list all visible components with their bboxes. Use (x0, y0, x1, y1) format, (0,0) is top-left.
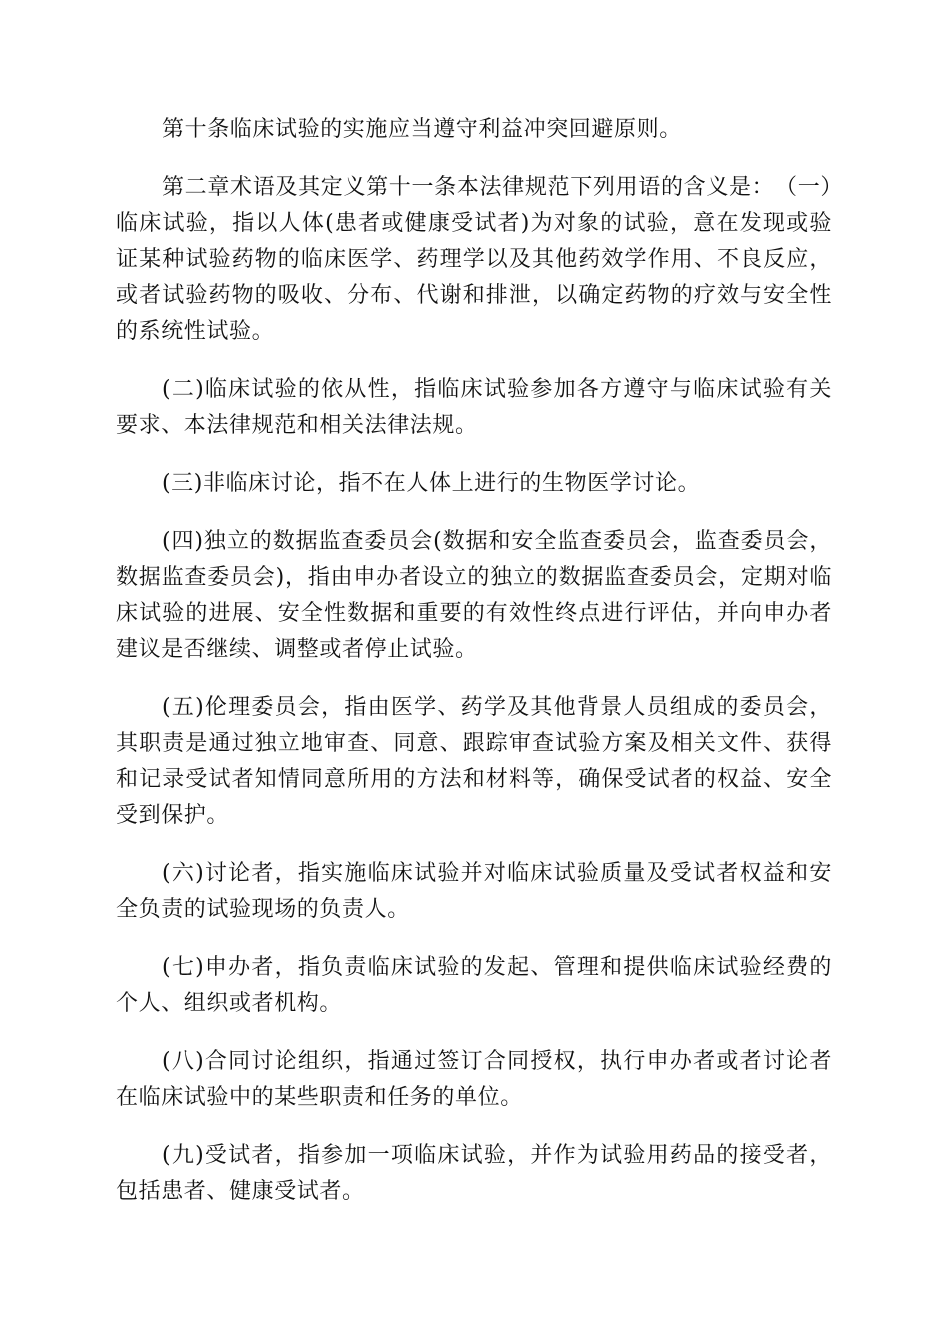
paragraph-item-4: (四)独立的数据监查委员会(数据和安全监查委员会，监查委员会，数据监查委员会)，指由申办者设立的独立的数据监查委员会，定期对临床试验的进展、安全性数据和重要的有效性终点进行评估，并向申办者建议是否继续、调整或者停止试验。 (116, 529, 832, 662)
paragraph-item-9: (九)受试者，指参加一项临床试验，并作为试验用药品的接受者，包括患者、健康受试者。 (116, 1143, 832, 1204)
paragraph-item-2: (二)临床试验的依从性，指临床试验参加各方遵守与临床试验有关要求、本法律规范和相关法律法规。 (116, 377, 832, 438)
paragraph-item-3: (三)非临床讨论，指不在人体上进行的生物医学讨论。 (162, 471, 701, 496)
paragraph-article-10: 第十条临床试验的实施应当遵守利益冲突回避原则。 (162, 117, 682, 142)
paragraph-item-6: (六)讨论者，指实施临床试验并对临床试验质量及受试者权益和安全负责的试验现场的负责人。 (116, 861, 832, 922)
document-body (116, 112, 832, 1232)
paragraph-item-7: (七)申办者，指负责临床试验的发起、管理和提供临床试验经费的个人、组织或者机构。 (116, 955, 832, 1016)
paragraph-chapter-2-definitions: 第二章术语及其定义第十一条本法律规范下列用语的含义是： （一）临床试验，指以人体(患者或健康受试者)为对象的试验，意在发现或验证某种试验药物的临床医学、药理学以及其他药效学作用、不良反应，或者试验药物的吸收、分布、代谢和排泄，以确定药物的疗效与安全性的系统性试验。 (116, 175, 832, 344)
paragraph-item-5: (五)伦理委员会，指由医学、药学及其他背景人员组成的委员会，其职责是通过独立地审查、同意、跟踪审查试验方案及相关文件、获得和记录受试者知情同意所用的方法和材料等，确保受试者的权益、安全受到保护。 (116, 695, 832, 828)
paragraph-item-8: (八)合同讨论组织，指通过签订合同授权，执行申办者或者讨论者在临床试验中的某些职责和任务的单位。 (116, 1049, 832, 1110)
